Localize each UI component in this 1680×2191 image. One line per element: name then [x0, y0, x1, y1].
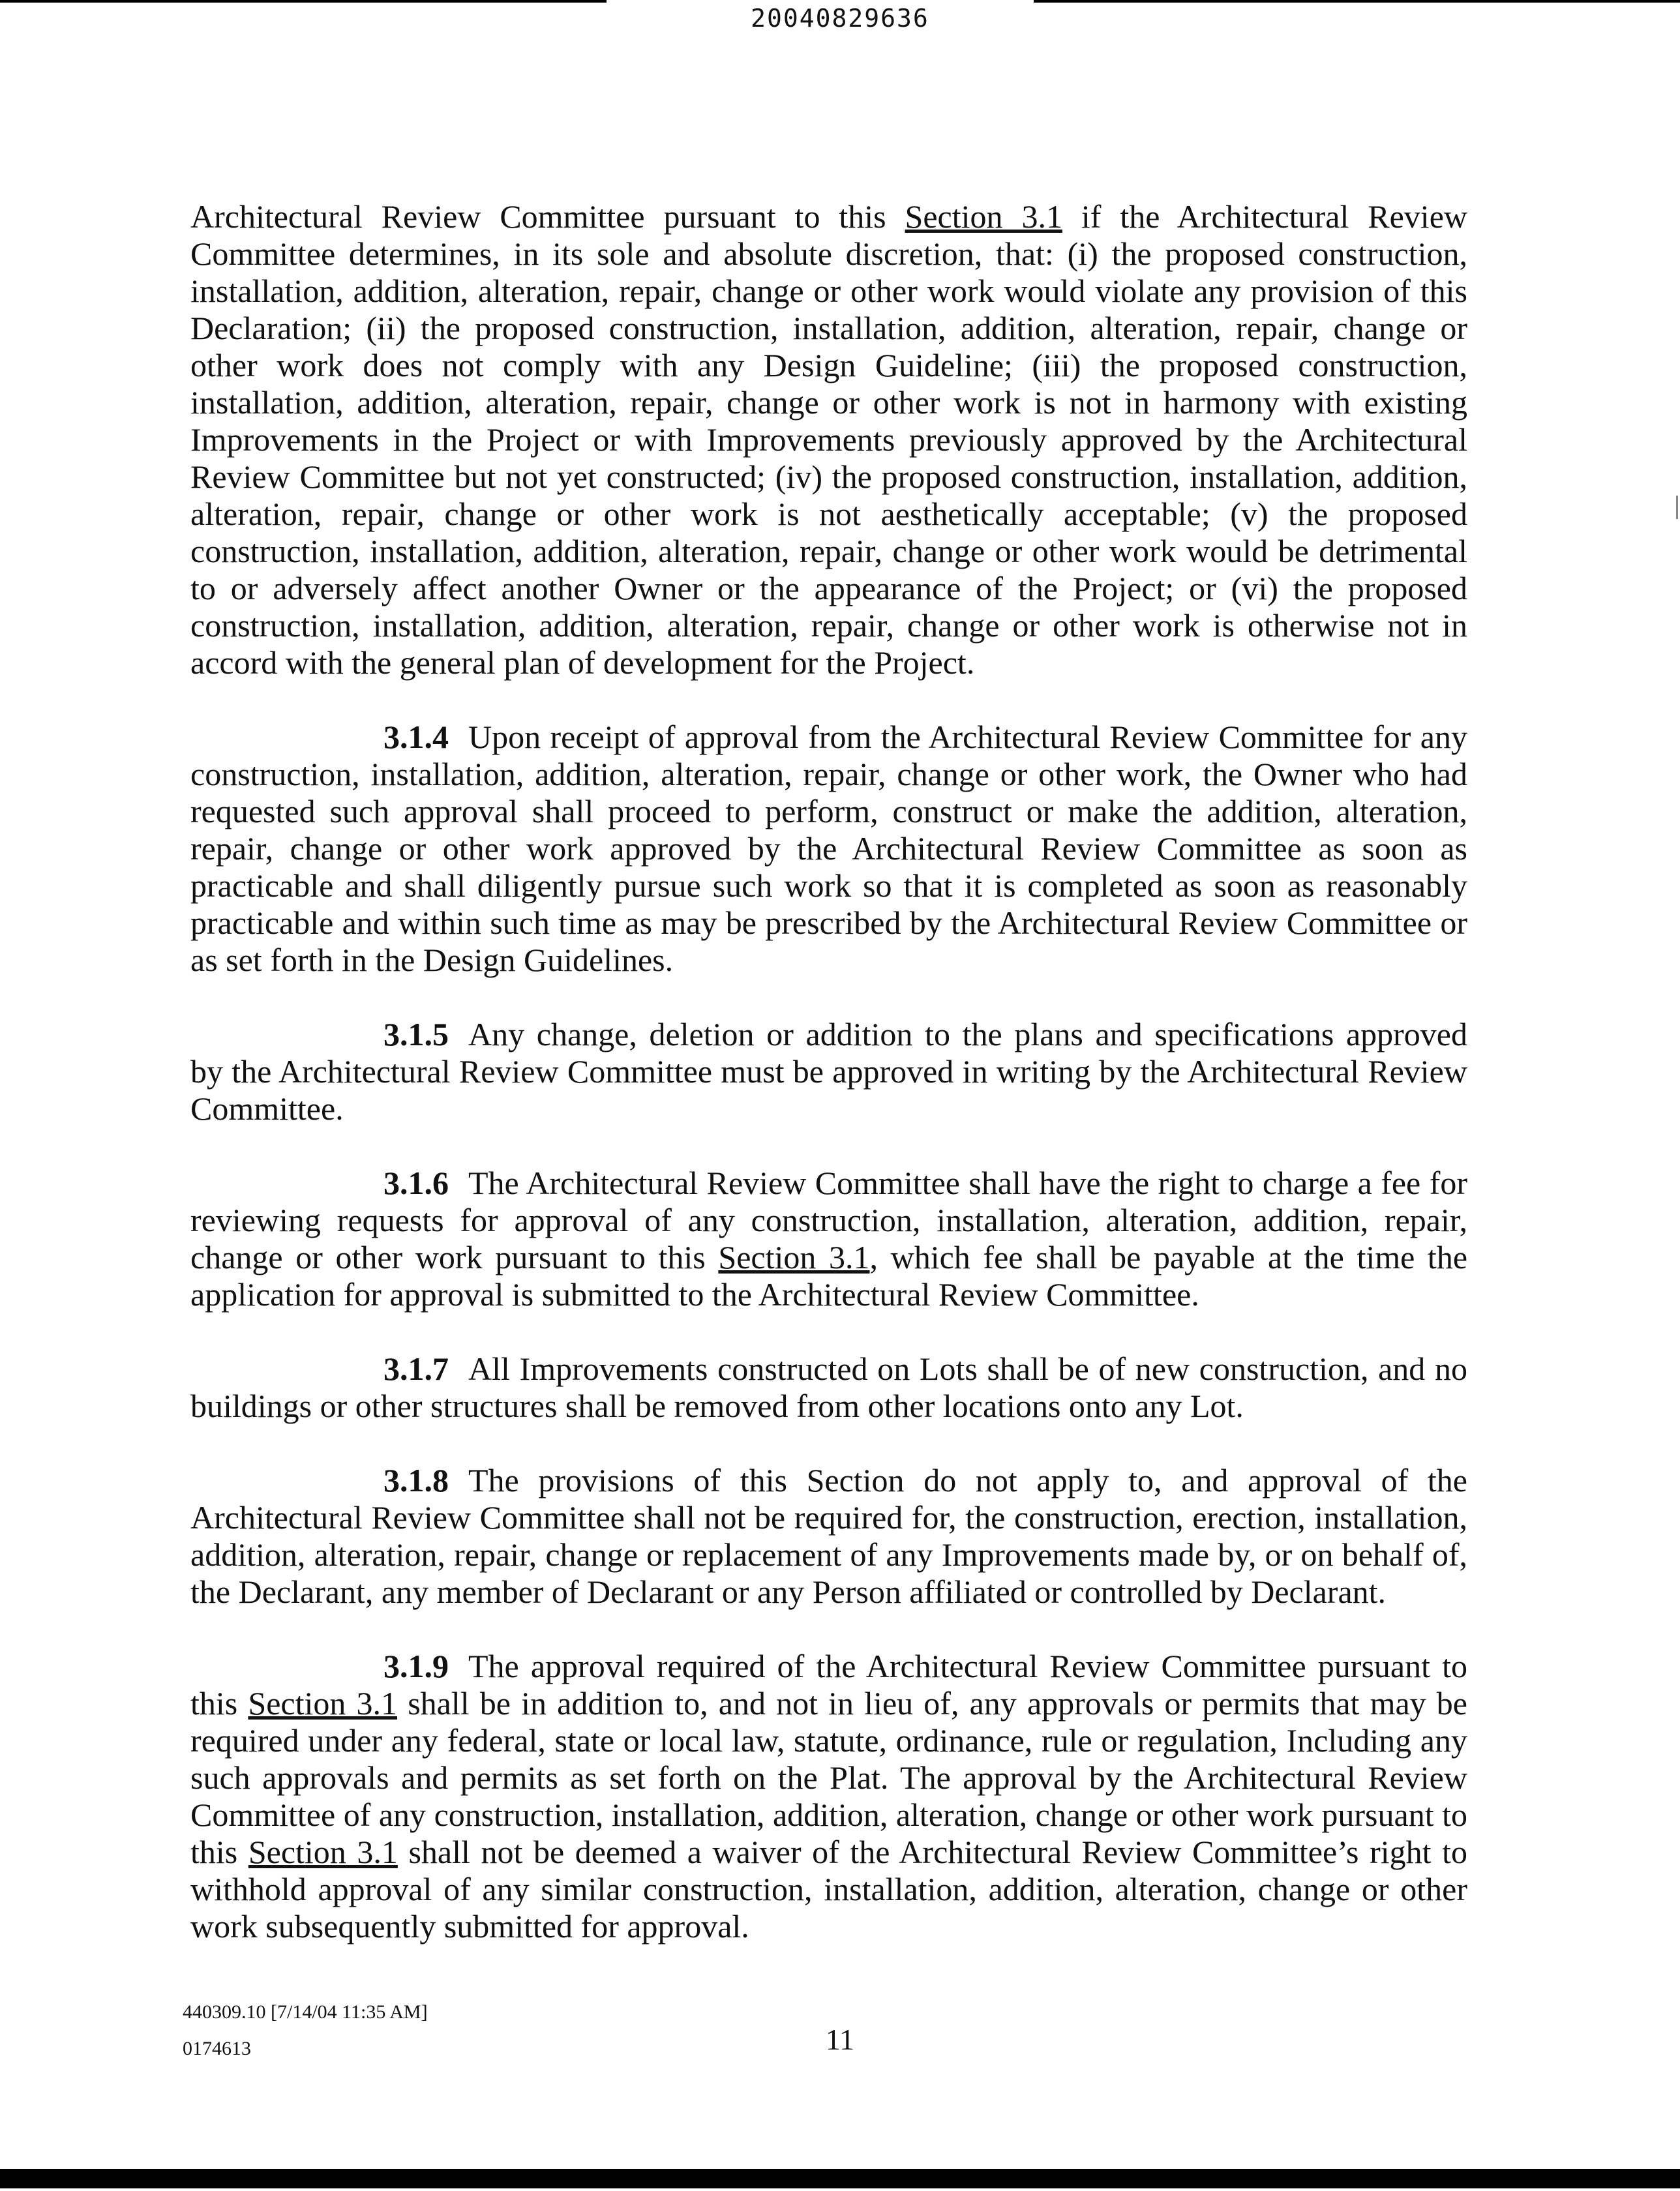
page-number: 11	[825, 2023, 855, 2056]
section-reference-link: Section 3.1	[905, 198, 1062, 235]
document-body	[190, 198, 1467, 1982]
section-reference-link: Section 3.1	[718, 1239, 870, 1275]
paragraph-text: All Improvements constructed on Lots shall be of new construction, and no buildings or other structures shall be removed from other locations onto any Lot.	[190, 1350, 1467, 1424]
section-number: 3.1.8	[383, 1462, 449, 1498]
section-number: 3.1.7	[383, 1350, 449, 1387]
paragraph-text: shall not be deemed a waiver of the Architectural Review Committee’s right to withhold approval of any similar construction, installation, addition, alteration, change or other work subsequently submitted for approval.	[190, 1834, 1467, 1945]
scan-bottom-rule	[0, 2169, 1680, 2188]
paragraph-text: Architectural Review Committee pursuant to this	[190, 198, 905, 235]
section-number: 3.1.5	[383, 1016, 449, 1052]
section-3-1-8	[190, 1462, 1467, 1611]
paragraph-text: The approval required of the Architectural Review Committee pursuant to this	[190, 1648, 1467, 1722]
section-number: 3.1.9	[383, 1648, 449, 1684]
paragraph-continuation	[190, 198, 1467, 681]
section-3-1-7	[190, 1350, 1467, 1425]
section-reference-link: Section 3.1	[248, 1834, 398, 1870]
section-3-1-5	[190, 1016, 1467, 1127]
section-3-1-9	[190, 1648, 1467, 1945]
paragraph-text: shall be in addition to, and not in lieu of, any approvals or permits that may be required under any federal, state or local law, statute, ordinance, rule or regulation, Including any such approvals and permits as set forth on the Plat. The approval by the Architectural Review Committee of any construction, installation, addition, alteration, change or other work pursuant to this	[190, 1685, 1467, 1870]
paragraph-text: , which fee shall be payable at the time the application for approval is submitted to the Architectural Review Committee.	[190, 1239, 1468, 1313]
footer-doc-version: 440309.10 [7/14/04 11:35 AM]	[183, 2001, 428, 2023]
paragraph-text: Upon receipt of approval from the Architectural Review Committee for any construction, installation, addition, alteration, repair, change or other work, the Owner who had requested such approval shall proceed to perform, construct or make the addition, alteration, repair, change or other work approved by the Architectural Review Committee as soon as practicable and shall diligently pursue such work so that it is completed as soon as reasonably practicable and within such time as may be prescribed by the Architectural Review Committee or as set forth in the Design Guidelines.	[190, 719, 1467, 978]
footer-client-number: 0174613	[183, 2038, 251, 2059]
section-number: 3.1.4	[383, 719, 449, 755]
section-number: 3.1.6	[383, 1165, 449, 1201]
section-3-1-6	[190, 1165, 1467, 1313]
section-reference-link: Section 3.1	[248, 1685, 398, 1722]
paragraph-text: if the Architectural Review Committee determines, in its sole and absolute discretion, that: (i) the proposed construction, installation, addition, alteration, repair, change or other work would violate any provision of this Declaration; (ii) the proposed construction, installation, addition, alteration, repair, change or other work does not comply with any Design Guideline; (iii) the proposed construction, installation, addition, alteration, repair, change or other work is not in harmony with existing Improvements in the Project or with Improvements previously approved by the Architectural Review Committee but not yet constructed; (iv) the proposed construction, installation, addition, alteration, repair, change or other work is not aesthetically acceptable; (v) the proposed construction, installation, addition, alteration, repair, change or other work would be detrimental to or adversely affect another Owner or the appearance of the Project; or (vi) the proposed construction, installation, addition, alteration, repair, change or other work is otherwise not in accord with the general plan of development for the Project.	[190, 198, 1467, 681]
recording-number: 20040829636	[751, 4, 929, 33]
section-3-1-4	[190, 719, 1467, 979]
paragraph-text: Any change, deletion or addition to the plans and specifications approved by the Architectural Review Committee must be approved in writing by the Architectural Review Committee.	[190, 1016, 1467, 1127]
scan-edge-mark	[1676, 496, 1678, 519]
paragraph-text: The Architectural Review Committee shall have the right to charge a fee for reviewing requests for approval of any construction, installation, alteration, addition, repair, change or other work pursuant to this	[190, 1165, 1467, 1275]
paragraph-text: The provisions of this Section do not apply to, and approval of the Architectural Review Committee shall not be required for, the construction, erection, installation, addition, alteration, repair, change or replacement of any Improvements made by, or on behalf of, the Declarant, any member of Declarant or any Person affiliated or controlled by Declarant.	[190, 1462, 1467, 1610]
